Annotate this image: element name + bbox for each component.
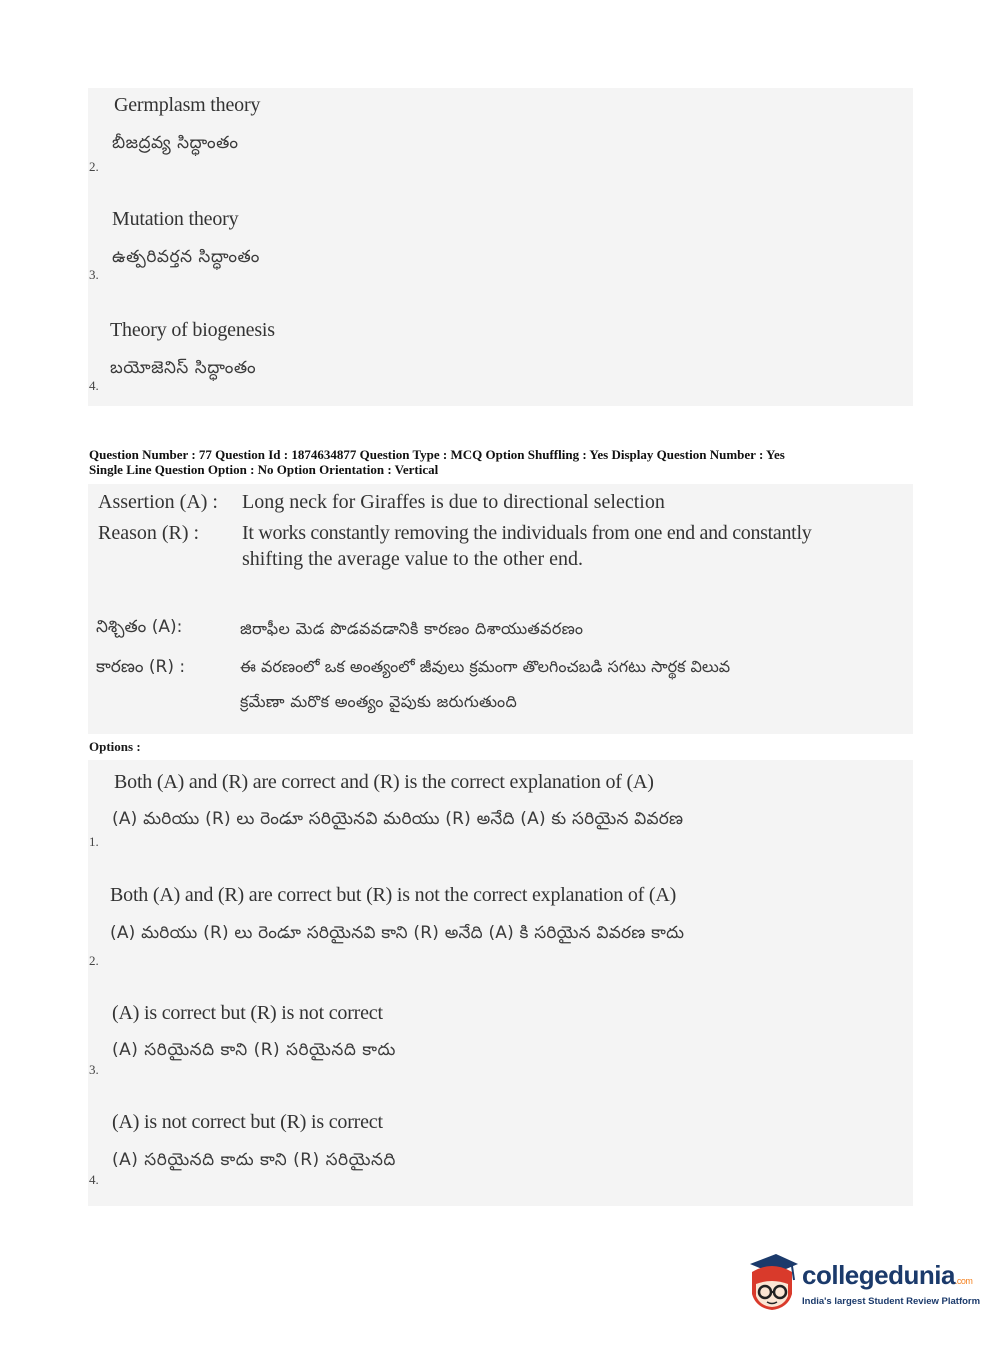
prev-option-3-num: 3.: [89, 267, 99, 282]
assertion-text: Long neck for Giraffes is due to directional selection: [242, 491, 665, 513]
option-2-num: 2.: [89, 953, 99, 968]
prev-option-2-te: బీజద్రవ్య సిద్ధాంతం: [112, 133, 239, 153]
reason-text-line2: shifting the average value to the other end.: [242, 548, 583, 570]
te-reason-label: కారణం (R) :: [96, 657, 186, 677]
mascot-icon: [742, 1250, 802, 1316]
option-4-num: 4.: [89, 1172, 99, 1187]
question-meta-line1: Question Number : 77 Question Id : 1874634877 Question Type : MCQ Option Shuffling : Yes Display Question Number : Yes: [89, 447, 785, 462]
assertion-label: Assertion (A) :: [98, 491, 218, 513]
te-assertion-text: జిరాఫీల మెడ పొడవవడానికి కారణం దిశాయుతవరణం: [240, 619, 584, 638]
prev-option-3-en: Mutation theory: [112, 208, 239, 230]
reason-text-line1: It works constantly removing the individuals from one end and constantly: [242, 522, 812, 544]
logo-name-text: collegedunia: [802, 1260, 955, 1290]
te-reason-text-line2: క్రమేణా మరొక అంత్యం వైపుకు జరుగుతుంది: [240, 692, 518, 711]
prev-option-4-te: బయోజెనిస్ సిద్ధాంతం: [110, 358, 257, 378]
reason-label: Reason (R) :: [98, 522, 200, 544]
option-4-te: (A) సరియైనది కాదు కాని (R) సరియైనది: [112, 1150, 396, 1170]
question-meta-line2: Single Line Question Option : No Option Orientation : Vertical: [89, 462, 439, 477]
logo-tagline: India's largest Student Review Platform: [802, 1296, 981, 1307]
option-1-en: Both (A) and (R) are correct and (R) is the correct explanation of (A): [114, 771, 654, 793]
option-4-en: (A) is not correct but (R) is correct: [112, 1111, 383, 1133]
logo-suffix: .com: [954, 1276, 973, 1286]
option-3-num: 3.: [89, 1062, 99, 1077]
option-1-te: (A) మరియు (R) లు రెండూ సరియైనవి మరియు (R) అనేది (A) కు సరియైన వివరణ: [112, 809, 684, 829]
prev-option-3-te: ఉత్పరివర్తన సిద్ధాంతం: [112, 247, 260, 267]
option-3-en: (A) is correct but (R) is not correct: [112, 1002, 383, 1024]
prev-option-4-num: 4.: [89, 378, 99, 393]
option-2-en: Both (A) and (R) are correct but (R) is not the correct explanation of (A): [110, 884, 677, 906]
option-1-num: 1.: [89, 834, 99, 849]
collegedunia-logo: [742, 1250, 981, 1316]
logo-wordmark: [802, 1260, 972, 1291]
prev-option-2-num: 2.: [89, 159, 99, 174]
options-label: Options :: [89, 739, 141, 754]
prev-option-4-en: Theory of biogenesis: [110, 319, 275, 341]
te-assertion-label: నిశ్చితం (A):: [96, 617, 183, 637]
option-2-te: (A) మరియు (R) లు రెండూ సరియైనవి కాని (R) అనేది (A) కి సరియైన వివరణ కాదు: [110, 923, 685, 943]
option-3-te: (A) సరియైనది కాని (R) సరియైనది కాదు: [112, 1040, 396, 1060]
te-reason-text-line1: ఈ వరణంలో ఒక అంత్యంలో జీవులు క్రమంగా తొలగించబడి సగటు సార్థక విలువ: [240, 657, 731, 676]
prev-option-2-en: Germplasm theory: [114, 94, 261, 116]
